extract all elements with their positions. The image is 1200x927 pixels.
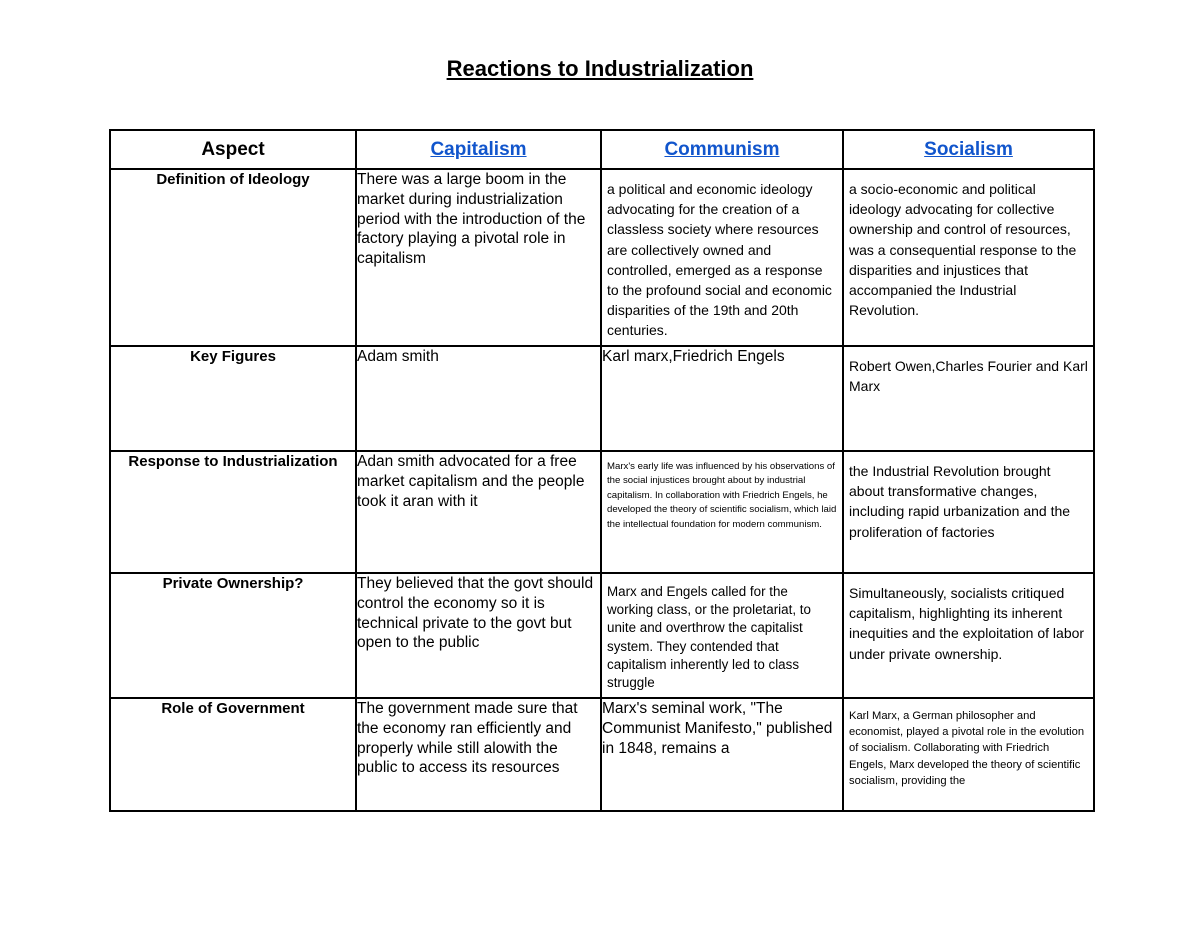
header-capitalism: [356, 130, 601, 169]
table-header-row: [110, 130, 1094, 169]
communism-cell: Karl marx,Friedrich Engels: [601, 346, 843, 451]
table-row: [110, 346, 1094, 451]
socialism-cell: Simultaneously, socialists critiqued capitalism, highlighting its inherent inequities and the exploitation of labor under private ownership.: [843, 573, 1094, 698]
comparison-table: [109, 129, 1095, 812]
aspect-cell: Role of Government: [110, 698, 356, 811]
header-aspect: Aspect: [110, 130, 356, 169]
aspect-cell: Definition of Ideology: [110, 169, 356, 346]
aspect-cell: Private Ownership?: [110, 573, 356, 698]
communism-cell: Marx's seminal work, "The Communist Manifesto," published in 1848, remains a: [601, 698, 843, 811]
socialism-cell: Karl Marx, a German philosopher and economist, played a pivotal role in the evolution of socialism. Collaborating with Friedrich Engels, Marx developed the theory of scientific socialism, providing the: [843, 698, 1094, 811]
header-communism: [601, 130, 843, 169]
table-row: [110, 451, 1094, 573]
capitalism-cell: They believed that the govt should control the economy so it is technical private to the govt but open to the public: [356, 573, 601, 698]
aspect-cell: Key Figures: [110, 346, 356, 451]
table-row: [110, 698, 1094, 811]
page-title: Reactions to Industrialization: [446, 56, 754, 81]
capitalism-cell: Adam smith: [356, 346, 601, 451]
communism-cell: Marx's early life was influenced by his observations of the social injustices brought about by industrial capitalism. In collaboration with Friedrich Engels, he developed the theory of scientific socialism, which laid the intellectual foundation for modern communism.: [601, 451, 843, 573]
capitalism-cell: The government made sure that the economy ran efficiently and properly while still alowith the public to access its resources: [356, 698, 601, 811]
socialism-cell: a socio-economic and political ideology advocating for collective ownership and control of resources, was a consequential response to the disparities and injustices that accompanied the Industrial Revolution.: [843, 169, 1094, 346]
capitalism-cell: There was a large boom in the market during industrialization period with the introduction of the factory playing a pivotal role in capitalism: [356, 169, 601, 346]
table-row: [110, 169, 1094, 346]
socialism-cell: the Industrial Revolution brought about transformative changes, including rapid urbanization and the proliferation of factories: [843, 451, 1094, 573]
communism-cell: a political and economic ideology advocating for the creation of a classless society where resources are collectively owned and controlled, emerged as a response to the profound social and economic disparities of the 19th and 20th centuries.: [601, 169, 843, 346]
header-socialism: [843, 130, 1094, 169]
aspect-cell: Response to Industrialization: [110, 451, 356, 573]
socialism-cell: Robert Owen,Charles Fourier and Karl Marx: [843, 346, 1094, 451]
capitalism-link[interactable]: Capitalism: [430, 138, 527, 160]
capitalism-cell: Adan smith advocated for a free market capitalism and the people took it aran with it: [356, 451, 601, 573]
communism-link[interactable]: Communism: [664, 138, 780, 160]
socialism-link[interactable]: Socialism: [924, 138, 1013, 160]
communism-cell: Marx and Engels called for the working class, or the proletariat, to unite and overthrow the capitalist system. They contended that capitalism inherently led to class struggle: [601, 573, 843, 698]
table-row: [110, 573, 1094, 698]
